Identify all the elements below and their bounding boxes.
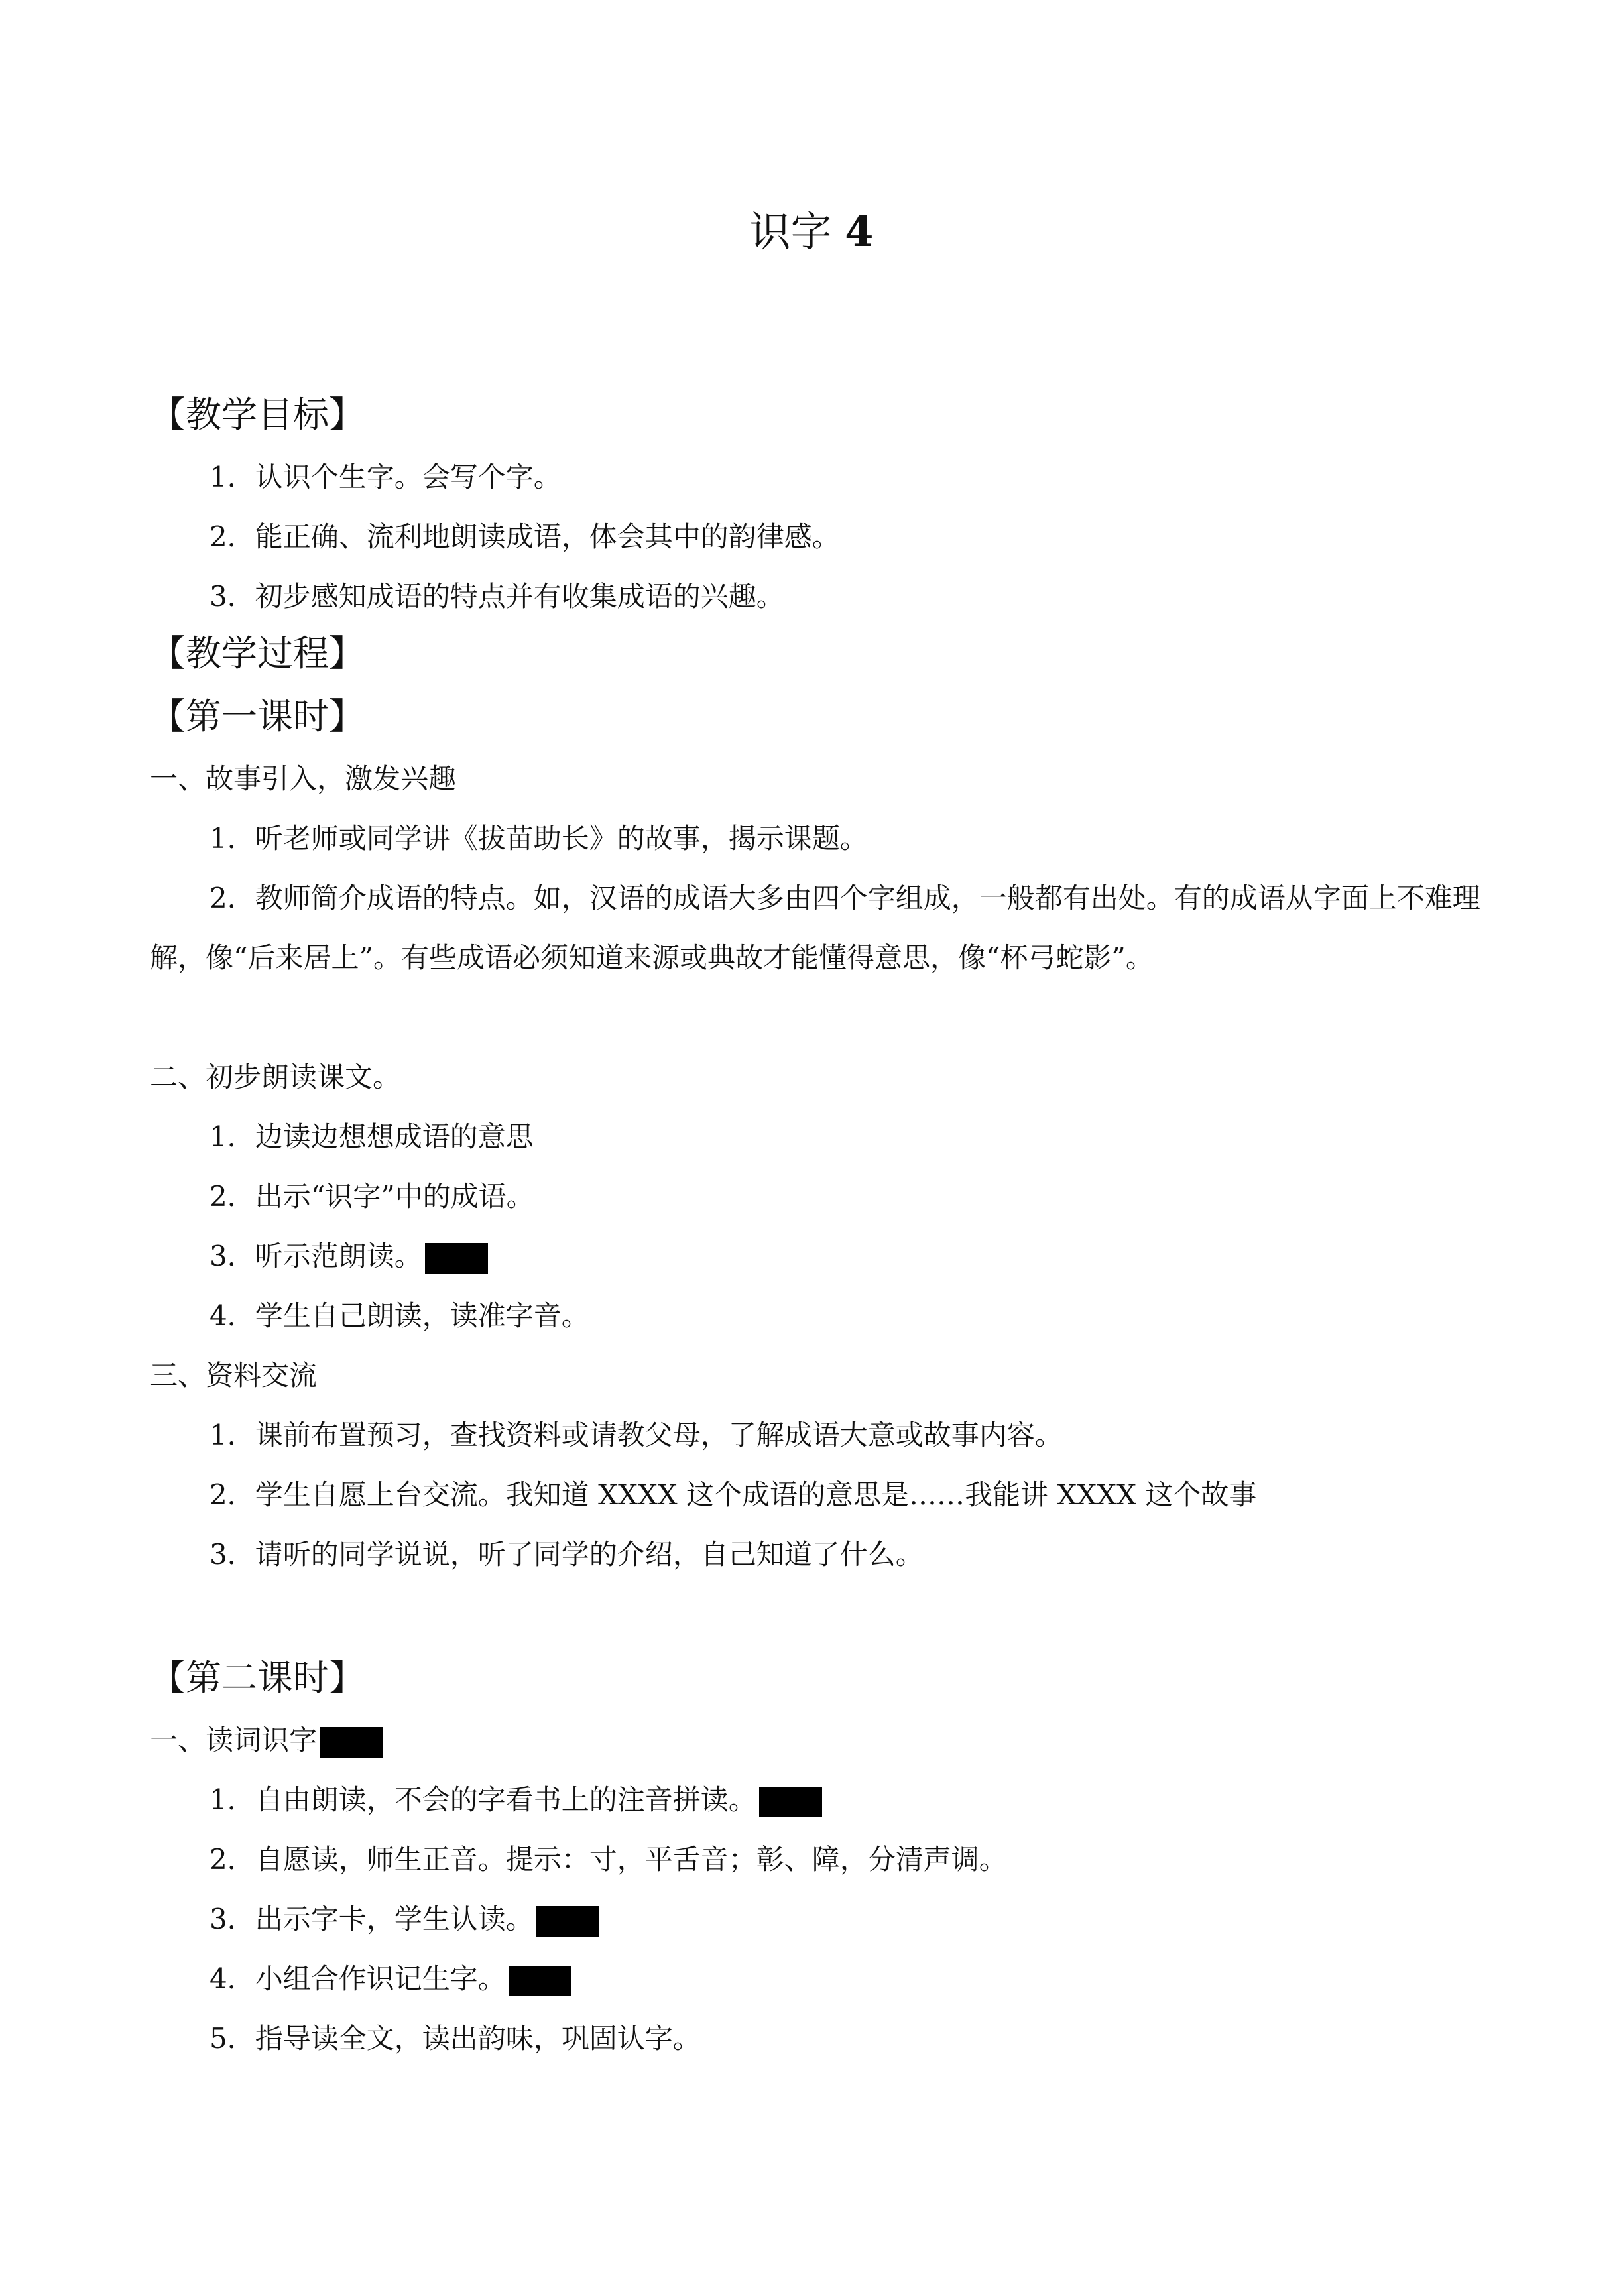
l2-s1-item3: 3．出示字卡，学生认读。 — [210, 1903, 534, 1935]
lesson1-heading: 【第一课时】 — [150, 695, 365, 737]
goal-item-3: 3．初步感知成语的特点并有收集成语的兴趣。 — [210, 580, 784, 613]
redaction-block — [425, 1243, 488, 1274]
goal-item-2: 2．能正确、流利地朗读成语，体会其中的韵律感。 — [210, 520, 840, 553]
l1-s1-item2: 2．教师简介成语的特点。如，汉语的成语大多由四个字组成，一般都有出处。有的成语从字面上不难理解，像“后来居上”。有些成语必须知道来源或典故才能懂得意思，像“杯弓蛇影”。 — [150, 882, 1480, 974]
process-heading: 【教学过程】 — [150, 633, 365, 674]
l2-s1-item5: 5．指导读全文，读出韵味，巩固认字。 — [210, 2022, 701, 2055]
redaction-block — [536, 1906, 599, 1937]
l1-s2-item1: 1．边读边想想成语的意思 — [210, 1120, 534, 1153]
l1-s2-item3-row — [210, 1237, 488, 1276]
l1-s3-item1: 1．课前布置预习，查找资料或请教父母，了解成语大意或故事内容。 — [210, 1419, 1063, 1451]
l1-s3-title: 三、资料交流 — [150, 1359, 318, 1392]
title-text: 识字 — [749, 208, 832, 256]
title-number: 4 — [845, 208, 874, 256]
l1-s3-item2: 2．学生自愿上台交流。我知道 XXXX 这个成语的意思是……我能讲 XXXX 这个故事 — [210, 1479, 1257, 1511]
goals-heading: 【教学目标】 — [150, 394, 365, 436]
l2-s1-item4-row — [210, 1959, 571, 1999]
l2-s1-title-row — [150, 1721, 383, 1760]
l1-s3-item3: 3．请听的同学说说，听了同学的介绍，自己知道了什么。 — [210, 1538, 924, 1571]
redaction-block — [759, 1787, 822, 1817]
l1-s2-item2: 2．出示“识字”中的成语。 — [210, 1180, 534, 1213]
redaction-block — [320, 1727, 383, 1758]
l2-s1-item4: 4．小组合作识记生字。 — [210, 1963, 506, 1995]
goal-item-1: 1．认识个生字。会写个字。 — [210, 461, 562, 493]
l1-s2-item3: 3．听示范朗读。 — [210, 1240, 422, 1272]
l1-s1-item1: 1．听老师或同学讲《拔苗助长》的故事，揭示课题。 — [210, 822, 868, 855]
l1-s2-item4: 4．学生自己朗读，读准字音。 — [210, 1299, 589, 1332]
l2-s1-item3-row — [210, 1900, 599, 1939]
lesson2-heading: 【第二课时】 — [150, 1657, 365, 1699]
l2-s1-title: 一、读词识字 — [150, 1724, 318, 1756]
l2-s1-item1: 1．自由朗读，不会的字看书上的注音拼读。 — [210, 1783, 756, 1816]
l2-s1-item2: 2．自愿读，师生正音。提示：寸，平舌音；彰、障，分清声调。 — [210, 1843, 1007, 1876]
page-title — [0, 206, 1623, 259]
l2-s1-item1-row — [210, 1780, 822, 1820]
l1-s1-title: 一、故事引入，激发兴趣 — [150, 762, 457, 795]
redaction-block — [509, 1966, 571, 1996]
l1-s2-title: 二、初步朗读课文。 — [150, 1061, 401, 1093]
